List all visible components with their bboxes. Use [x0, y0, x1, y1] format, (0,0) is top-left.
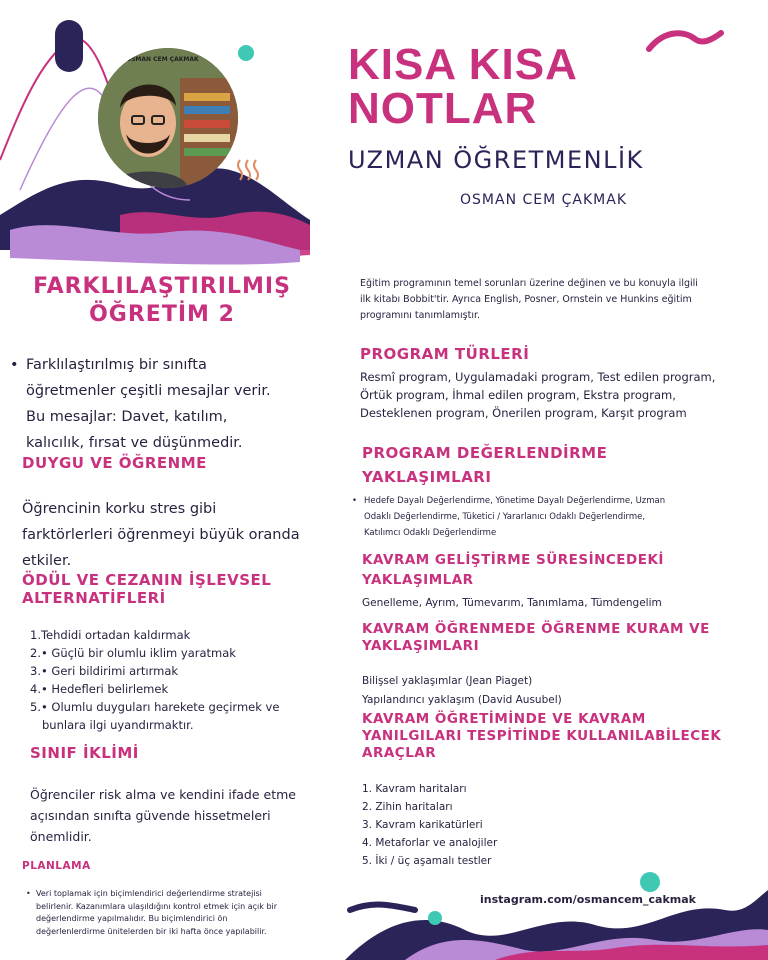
araclar-heading-line1: KAVRAM ÖĞRETİMİNDE VE KAVRAM	[362, 711, 646, 727]
intro-text-line: ilk kitabı Bobbit'tir. Ayrıca English, Posner, Ornstein ve Hunkins eğitim	[360, 294, 692, 305]
intro-text	[360, 276, 760, 324]
topic-bullet-line: öğretmenler çeşitli mesajlar verir.	[26, 383, 271, 399]
turler-text-line: Örtük program, İhmal edilen program, Ekstra program,	[360, 388, 676, 402]
sinif-text	[30, 784, 320, 847]
bullet-dot-icon: •	[26, 889, 31, 898]
topic-heading-line2: ÖĞRETİM 2	[89, 302, 235, 327]
odul-heading-line2: ALTERNATİFLERİ	[22, 589, 166, 607]
ogrenme-text	[362, 672, 742, 710]
planlama-text-line: belirlenir. Kazanımlara ulaşıldığını kontrol etmek için açık bir	[36, 901, 278, 911]
turler-heading: PROGRAM TÜRLERİ	[360, 345, 530, 363]
bullet-dot-icon: •	[10, 357, 19, 373]
topic-bullet-line: Bu mesajlar: Davet, katılım,	[26, 409, 228, 425]
page-title-line2: NOTLAR	[348, 84, 538, 133]
degerlendirme-text-line: Hedefe Dayalı Değerlendirme, Yönetime Dayalı Değerlendirme, Uzman	[364, 496, 666, 506]
page-subtitle: UZMAN ÖĞRETMENLİK	[348, 146, 644, 174]
gelistirme-heading-line2: YAKLAŞIMLAR	[362, 572, 474, 588]
duygu-text-line: farktörlerleri öğrenmeyi büyük oranda	[22, 527, 300, 543]
degerlendirme-text-line: Odaklı Değerlendirme, Tüketici / Yararlanıcı Odaklı Değerlendirme,	[364, 512, 646, 522]
list-item: 3.• Geri bildirimi artırmak	[30, 664, 179, 678]
list-item: 5.• Olumlu duyguları harekete geçirmek ve	[30, 700, 280, 714]
planlama-text	[26, 888, 326, 938]
turler-text-line: Resmî program, Uygulamadaki program, Test edilen program,	[360, 370, 716, 384]
list-item: 1. Kavram haritaları	[362, 783, 467, 795]
turler-text	[360, 368, 760, 422]
duygu-text	[22, 496, 312, 574]
degerlendirme-text	[352, 493, 752, 541]
author-name: OSMAN CEM ÇAKMAK	[460, 192, 628, 208]
duygu-heading: DUYGU VE ÖĞRENME	[22, 454, 207, 472]
instagram-link[interactable]: instagram.com/osmancem_cakmak	[480, 893, 696, 906]
araclar-heading-line3: ARAÇLAR	[362, 745, 437, 761]
planlama-text-line: Veri toplamak için biçimlendirici değerlendirme stratejisi	[36, 889, 262, 898]
ogrenme-text-line: Yapılandırıcı yaklaşım (David Ausubel)	[362, 694, 562, 706]
page-title-line1: KISA KISA	[348, 40, 578, 89]
top-right-squiggle	[645, 25, 725, 55]
araclar-list	[362, 780, 742, 870]
ogrenme-text-line: Bilişsel yaklaşımlar (Jean Piaget)	[362, 675, 533, 687]
list-item: 3. Kavram karikatürleri	[362, 819, 483, 831]
intro-text-line: Eğitim programının temel sorunları üzerine değinen ve bu konuyla ilgili	[360, 278, 698, 289]
bottom-right-wave-decoration	[345, 870, 768, 960]
list-item: 4.• Hedefleri belirlemek	[30, 682, 169, 696]
araclar-heading-line2: YANILGILARI TESPİTİNDE KULLANILABİLECEK	[362, 728, 722, 744]
intro-text-line: programını tanımlamıştır.	[360, 310, 481, 321]
list-item: 2. Zihin haritaları	[362, 801, 453, 813]
author-avatar	[98, 48, 238, 188]
ogrenme-heading-line1: KAVRAM ÖĞRENMEDE ÖĞRENME KURAM VE	[362, 621, 710, 637]
avatar-caption: OSMAN CEM ÇAKMAK	[126, 56, 199, 63]
topic-heading-line1: FARKLILAŞTIRILMIŞ	[33, 274, 291, 299]
degerlendirme-heading-line2: YAKLAŞIMLARI	[362, 468, 492, 486]
sinif-text-line: açısından sınıfta güvende hissetmeleri	[30, 808, 271, 823]
sinif-heading: SINIF İKLİMİ	[30, 744, 139, 762]
list-item: 4. Metaforlar ve analojiler	[362, 837, 498, 849]
list-item: 1.Tehdidi ortadan kaldırmak	[30, 628, 191, 642]
planlama-heading: PLANLAMA	[22, 860, 91, 872]
degerlendirme-heading-line1: PROGRAM DEĞERLENDİRME	[362, 444, 608, 462]
list-item: 2.• Güçlü bir olumlu iklim yaratmak	[30, 646, 236, 660]
gelistirme-heading-line1: KAVRAM GELİŞTİRME SÜRESİNCEDEKİ	[362, 552, 664, 568]
odul-list	[30, 626, 320, 734]
turler-text-line: Desteklenen program, Önerilen program, Karşıt program	[360, 406, 687, 420]
duygu-text-line: Öğrencinin korku stres gibi	[22, 501, 217, 517]
topic-bullet-line: kalıcılık, fırsat ve düşünmedir.	[26, 435, 243, 451]
bullet-dot-icon: •	[352, 496, 358, 506]
list-item: bunlara ilgi uyandırmaktır.	[42, 718, 194, 732]
planlama-text-line: değerlenlerdirme ünitelerden bir iki hafta önce yapılabilir.	[36, 926, 267, 936]
ogrenme-heading-line2: YAKLAŞIMLARI	[362, 638, 480, 654]
sinif-text-line: Öğrenciler risk alma ve kendini ifade etme	[30, 787, 296, 802]
list-item: 5. İki / üç aşamalı testler	[362, 855, 492, 867]
planlama-text-line: değerlendirme yapılmalıdır. Bu biçimlendirici ön	[36, 914, 228, 923]
topic-bullet	[10, 352, 310, 456]
duygu-text-line: etkiler.	[22, 553, 72, 569]
sinif-text-line: önemlidir.	[30, 829, 92, 844]
degerlendirme-text-line: Katılımcı Odaklı Değerlendirme	[364, 528, 497, 538]
gelistirme-text: Genelleme, Ayrım, Tümevarım, Tanımlama, Tümdengelim	[362, 597, 662, 609]
odul-heading-line1: ÖDÜL VE CEZANIN İŞLEVSEL	[22, 571, 272, 589]
topic-bullet-line: Farklılaştırılmış bir sınıfta	[26, 357, 207, 373]
